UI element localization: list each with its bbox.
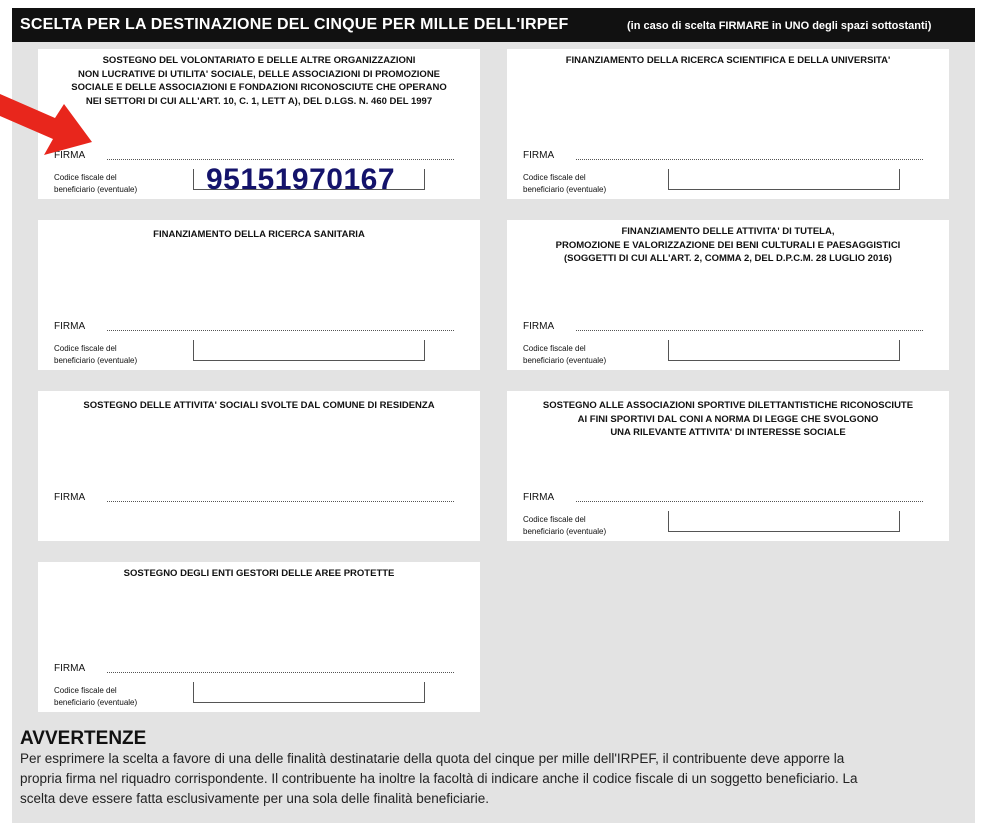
firma-label: FIRMA	[54, 492, 86, 503]
firma-label: FIRMA	[54, 663, 86, 674]
signature-line[interactable]	[576, 330, 923, 331]
box-title: FINANZIAMENTO DELLE ATTIVITA' DI TUTELA, PROMOZIONE E VALORIZZAZIONE DEI BENI CULTURALI E PAESAGGISTICI (SOGGETTI DI CUI ALL'ART. 2, COMMA 2, DEL D.P.C.M. 28 LUGLIO 2016)	[555, 226, 901, 264]
box-title: SOSTEGNO ALLE ASSOCIAZIONI SPORTIVE DILETTANTISTICHE RICONOSCIUTE AI FINI SPORTIVI DAL CONI A NORMA DI LEGGE CHE SVOLGONO UNA RILEVANTE ATTIVITA' DI INTERESSE SOCIALE	[542, 400, 914, 438]
codice-fiscale-label: Codice fiscale del beneficiario (eventuale)	[54, 173, 138, 194]
firma-label: FIRMA	[523, 321, 555, 332]
warning-text: Per esprimere la scelta a favore di una delle finalità destinatarie della quota del cinque per mille dell'IRPEF, il contribuente deve apporre la propria firma nel riquadro corrispondente. Il contribuente ha inoltre la facoltà di indicare anche il codice fiscale di un soggetto beneficiario. La scelta deve essere fatta esclusivamente per una sola delle finalità beneficiarie.	[20, 751, 858, 806]
firma-label: FIRMA	[54, 321, 86, 332]
box-title: FINANZIAMENTO DELLA RICERCA SANITARIA	[153, 229, 365, 240]
firma-label: FIRMA	[523, 150, 555, 161]
codice-fiscale-value: 95151970167	[206, 163, 396, 196]
codice-fiscale-field[interactable]	[668, 169, 900, 190]
box-title: FINANZIAMENTO DELLA RICERCA SCIENTIFICA E DELLA UNIVERSITA'	[565, 55, 891, 66]
signature-line[interactable]	[107, 501, 454, 502]
arrow-pointer-shape	[0, 94, 92, 155]
section-title: SCELTA PER LA DESTINAZIONE DEL CINQUE PER MILLE DELL'IRPEF	[20, 16, 569, 33]
codice-fiscale-field[interactable]	[668, 511, 900, 532]
box-comune-residenza	[38, 391, 480, 541]
firma-label: FIRMA	[54, 150, 86, 161]
box-title: SOSTEGNO DEGLI ENTI GESTORI DELLE AREE PROTETTE	[123, 568, 395, 579]
codice-fiscale-label: Codice fiscale del beneficiario (eventuale)	[523, 344, 607, 365]
box-associazioni-sportive	[507, 391, 949, 541]
box-ricerca-scientifica	[507, 49, 949, 199]
signature-line[interactable]	[107, 159, 454, 160]
codice-fiscale-label: Codice fiscale del beneficiario (eventuale)	[523, 173, 607, 194]
signature-line[interactable]	[107, 330, 454, 331]
box-aree-protette	[38, 562, 480, 712]
signature-line[interactable]	[576, 159, 923, 160]
arrow-pointer-icon	[0, 84, 100, 164]
codice-fiscale-field[interactable]	[193, 682, 425, 703]
box-volontariato	[38, 49, 480, 199]
codice-fiscale-label: Codice fiscale del beneficiario (eventuale)	[54, 686, 138, 707]
firma-label: FIRMA	[523, 492, 555, 503]
box-beni-culturali	[507, 220, 949, 370]
section-instruction: (in caso di scelta FIRMARE in UNO degli spazi sottostanti)	[627, 20, 932, 32]
codice-fiscale-label: Codice fiscale del beneficiario (eventuale)	[54, 344, 138, 365]
box-title: SOSTEGNO DEL VOLONTARIATO E DELLE ALTRE ORGANIZZAZIONI NON LUCRATIVE DI UTILITA' SOCIALE, DELLE ASSOCIAZIONI DI PROMOZIONE SOCIALE E DELLE ASSOCIAZIONI E FONDAZIONI RICONOSCIUTE CHE OPERANO NEI SETTORI DI CUI ALL'ART. 10, C. 1, LETT A), DEL D.LGS. N. 460 DEL 1997	[71, 55, 447, 107]
codice-fiscale-label: Codice fiscale del beneficiario (eventuale)	[523, 515, 607, 536]
warning-title: AVVERTENZE	[20, 728, 147, 749]
signature-line[interactable]	[107, 672, 454, 673]
box-title: SOSTEGNO DELLE ATTIVITA' SOCIALI SVOLTE DAL COMUNE DI RESIDENZA	[83, 400, 435, 411]
section-header	[12, 8, 975, 42]
signature-line[interactable]	[576, 501, 923, 502]
box-ricerca-sanitaria	[38, 220, 480, 370]
codice-fiscale-field[interactable]	[668, 340, 900, 361]
codice-fiscale-field[interactable]	[193, 340, 425, 361]
